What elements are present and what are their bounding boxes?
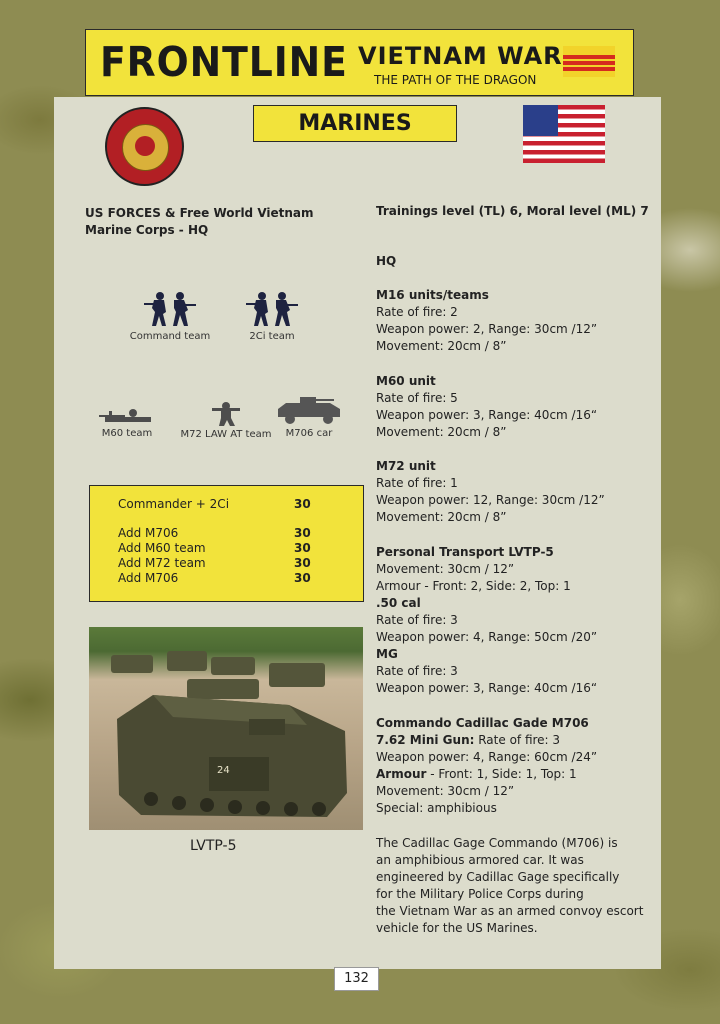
points-row [118,556,338,570]
stat-line: Rate of fire: 3 [376,613,458,627]
points-value: 30 [294,541,311,555]
infantry-pair-icon [242,290,302,328]
m72-title: M72 unit [376,459,436,473]
unit-m706-car [274,395,344,439]
prone-gunner-icon [97,405,157,425]
faction-label: MARINES [253,105,457,142]
points-value: 30 [294,556,311,570]
stat-line: Movement: 30cm / 12” [376,562,515,576]
stat-line: Rate of fire: 3 [376,664,458,678]
vehicle-number: 24 [217,765,230,776]
m706-description [376,835,643,937]
unit-2ci-team [232,290,312,342]
m72-block [376,458,605,526]
stat-line: Movement: 30cm / 12” [376,784,515,798]
stat-line: Armour - Front: 2, Side: 2, Top: 1 [376,579,571,593]
stat-line: Rate of fire: 5 [376,391,458,405]
gun-value: Rate of fire: 3 [474,733,561,747]
stat-line: Special: amphibious [376,801,497,815]
m706-block [376,715,597,817]
unit-m60-team [95,405,159,439]
stat-line [376,766,597,783]
stat-line [376,732,597,749]
stat-line: Movement: 20cm / 8” [376,425,507,439]
brand-title: FRONTLINE [100,38,348,86]
points-label: Add M72 team [118,556,206,570]
points-row [118,526,338,540]
stat-line: Rate of fire: 2 [376,305,458,319]
points-label: Commander + 2Ci [118,497,230,511]
armour-value: - Front: 1, Side: 1, Top: 1 [426,767,577,781]
stat-line: Weapon power: 2, Range: 30cm /12” [376,322,598,336]
unit-label: M60 team [101,428,153,439]
lvtp-block [376,544,597,697]
points-label: Add M706 [118,571,179,585]
war-title: VIETNAM WAR [358,42,563,70]
points-row [118,571,338,585]
m60-title: M60 unit [376,374,436,388]
m16-title: M16 units/teams [376,288,489,302]
subtitle: THE PATH OF THE DRAGON [374,73,537,87]
lvtp5-photo [89,627,363,830]
m16-block [376,287,597,355]
kneeling-rocket-icon [206,400,246,426]
description-line: for the Military Police Corps during [376,887,584,901]
stat-line: Movement: 20cm / 8” [376,339,507,353]
lvtp-title: Personal Transport LVTP-5 [376,545,554,559]
unit-label: M72 LAW AT team [180,429,272,440]
stat-line: Weapon power: 4, Range: 50cm /20” [376,630,598,644]
points-value: 30 [294,526,311,540]
hq-heading: HQ [376,254,397,268]
south-vietnam-flag-icon [563,46,615,77]
description-line: The Cadillac Gage Commando (M706) is [376,836,618,850]
stat-line: Weapon power: 3, Range: 40cm /16“ [376,681,598,695]
cal50-title: .50 cal [376,596,421,610]
stat-line: Weapon power: 12, Range: 30cm /12” [376,493,605,507]
points-row [118,541,338,555]
points-label: Add M706 [118,526,179,540]
unit-label: 2Ci team [249,331,295,342]
points-row [118,497,338,511]
stat-line: Weapon power: 3, Range: 40cm /16“ [376,408,598,422]
training-level: Trainings level (TL) 6, Moral level (ML) 7 [376,204,649,218]
unit-label: M706 car [285,428,333,439]
force-title [85,205,314,239]
description-line: an amphibious armored car. It was [376,853,584,867]
stat-line: Rate of fire: 1 [376,476,458,490]
infantry-pair-icon [140,290,200,328]
stat-line: Movement: 20cm / 8” [376,510,507,524]
unit-command-team [128,290,212,342]
description-line: engineered by Cadillac Gage specifically [376,870,620,884]
armored-car-icon [274,395,344,425]
unit-m72-team [180,400,272,440]
mg-title: MG [376,647,398,661]
points-value: 30 [294,571,311,585]
eagle-globe-anchor-icon [122,124,169,171]
unit-label: Command team [129,331,211,342]
description-line: the Vietnam War as an armed convoy escort [376,904,644,918]
points-value: 30 [294,497,311,511]
armour-label: Armour [376,767,427,781]
title-banner [85,29,634,96]
m706-title: Commando Cadillac Gade M706 [376,716,589,730]
m60-block [376,373,597,441]
photo-caption: LVTP-5 [190,838,237,854]
force-title-line: Marine Corps - HQ [85,223,209,237]
force-title-line: US FORCES & Free World Vietnam [85,206,314,220]
marine-corps-seal-icon [105,107,184,186]
points-label: Add M60 team [118,541,206,555]
page-number: 132 [334,967,379,991]
points-table [89,485,364,602]
description-line: vehicle for the US Marines. [376,921,538,935]
gun-label: 7.62 Mini Gun: [376,733,475,747]
stat-line: Weapon power: 4, Range: 60cm /24” [376,750,598,764]
lvtp5-miniature-image [89,627,363,830]
us-flag-icon [523,105,605,163]
